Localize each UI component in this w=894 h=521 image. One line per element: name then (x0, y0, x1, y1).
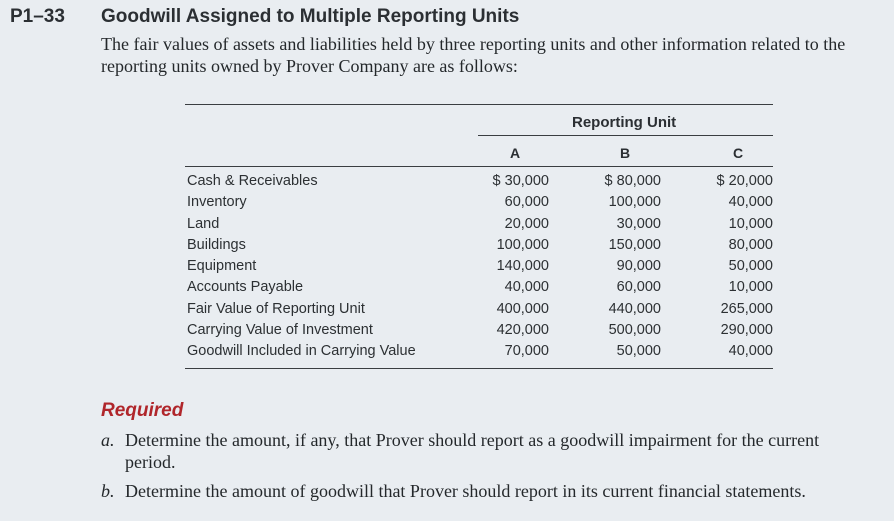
item-marker: a. (101, 430, 115, 450)
cell-unit-b: 30,000 (616, 215, 661, 232)
reporting-unit-rule (478, 135, 773, 136)
cell-unit-b: 90,000 (616, 258, 661, 274)
cell-unit-b: 50,000 (616, 343, 661, 359)
row-label: Goodwill Included in Carrying Value (187, 343, 416, 359)
column-header-b: B (619, 145, 631, 161)
cell-unit-c: $ 20,000 (716, 173, 773, 189)
table-top-rule (185, 104, 773, 105)
cell-unit-c: 265,000 (720, 300, 773, 317)
row-label: Equipment (187, 258, 257, 274)
cell-unit-c: 40,000 (728, 343, 773, 359)
cell-unit-c: 80,000 (728, 236, 773, 253)
required-item-b (101, 480, 871, 502)
row-label: Inventory (187, 194, 247, 211)
cell-unit-b: 500,000 (608, 321, 661, 338)
row-label: Buildings (187, 236, 246, 253)
cell-unit-a: 20,000 (504, 215, 549, 232)
cell-unit-b: 440,000 (608, 300, 661, 317)
column-header-rule (185, 166, 773, 167)
cell-unit-a: 60,000 (504, 194, 549, 211)
cell-unit-a: 420,000 (496, 321, 549, 338)
cell-unit-a: 100,000 (496, 236, 549, 253)
cell-unit-b: 150,000 (608, 236, 661, 253)
cell-unit-b: 100,000 (608, 194, 661, 211)
column-header-a: A (509, 145, 521, 161)
cell-unit-a: $ 30,000 (492, 173, 549, 189)
row-label: Accounts Payable (187, 279, 304, 296)
cell-unit-a: 140,000 (496, 258, 549, 274)
cell-unit-b: 60,000 (616, 279, 661, 296)
item-text: Determine the amount of goodwill that Prover should report in its current financial statements. (125, 481, 806, 501)
cell-unit-a: 400,000 (496, 300, 549, 317)
reporting-unit-header: Reporting Unit (572, 114, 677, 131)
cell-unit-c: 40,000 (728, 194, 773, 211)
cell-unit-c: 10,000 (728, 215, 773, 232)
column-header-c: C (732, 145, 744, 161)
row-label: Fair Value of Reporting Unit (187, 300, 365, 317)
required-heading: Required (101, 400, 184, 421)
required-item-a (101, 429, 871, 473)
row-label: Cash & Receivables (187, 173, 318, 189)
problem-number: P1–33 (10, 6, 65, 27)
table-bottom-rule (185, 368, 773, 369)
cell-unit-a: 70,000 (504, 343, 549, 359)
cell-unit-c: 10,000 (728, 279, 773, 296)
cell-unit-b: $ 80,000 (604, 173, 661, 189)
cell-unit-c: 290,000 (720, 321, 773, 338)
cell-unit-a: 40,000 (504, 279, 549, 296)
problem-title: Goodwill Assigned to Multiple Reporting Units (101, 6, 520, 27)
row-label: Land (187, 215, 220, 232)
problem-intro: The fair values of assets and liabilities held by three reporting units and other information related to the reporting units owned by Prover Company are as follows: (101, 34, 846, 76)
item-marker: b. (101, 481, 115, 501)
cell-unit-c: 50,000 (728, 258, 773, 274)
row-label: Carrying Value of Investment (187, 321, 373, 338)
item-text: Determine the amount, if any, that Prover should report as a goodwill impairment for the current period. (125, 430, 820, 472)
